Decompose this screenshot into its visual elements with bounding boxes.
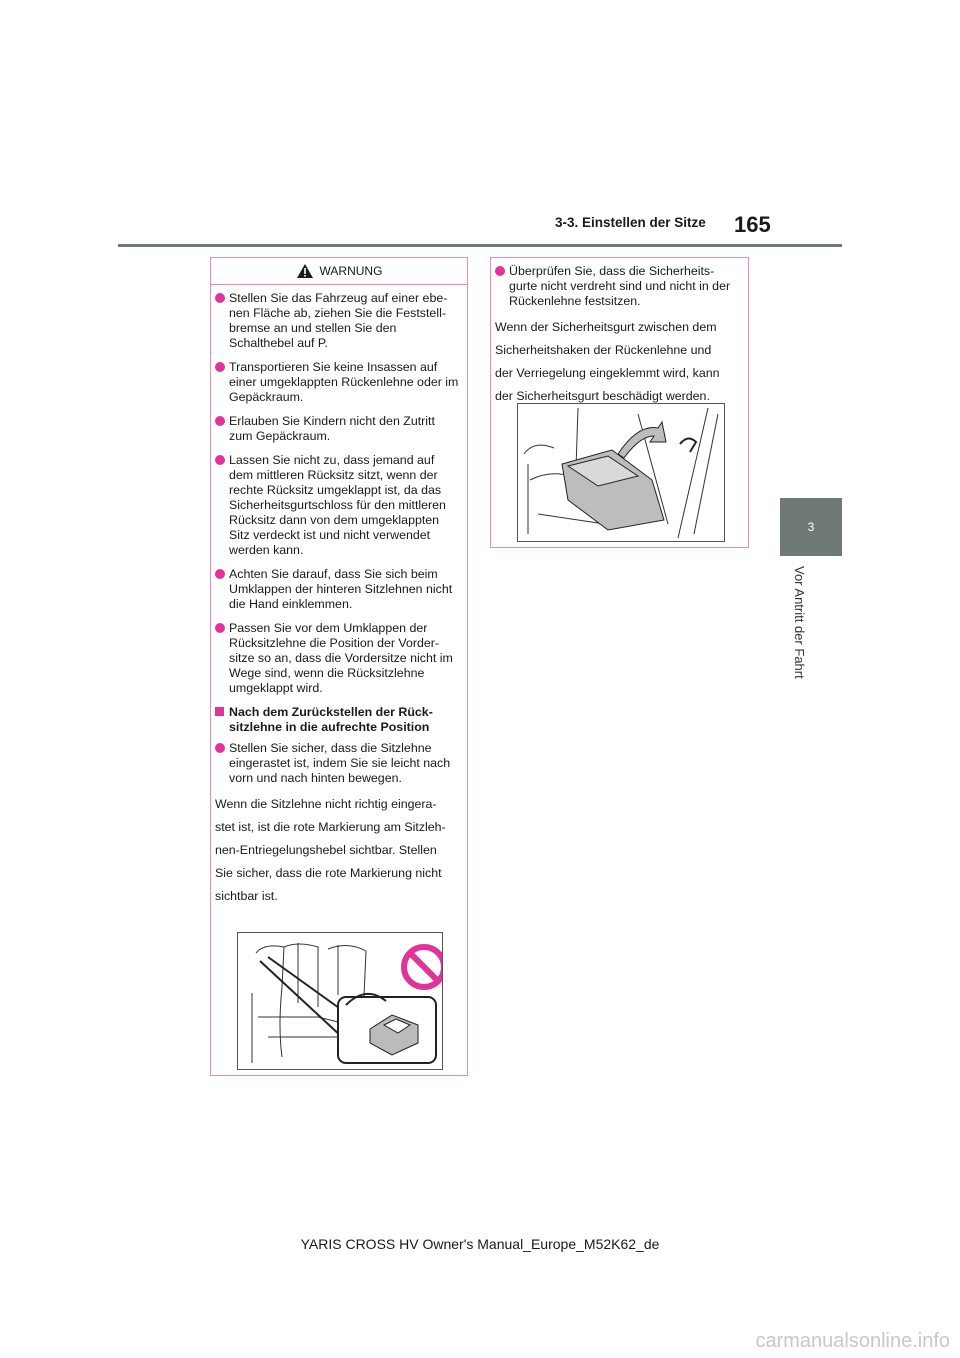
paragraph-line: sichtbar ist.	[215, 889, 278, 903]
warning-header	[211, 258, 467, 285]
seatback-fold-drawing	[518, 404, 724, 541]
bullet-icon	[215, 293, 225, 303]
paragraph-line: der Verriegelung eingeklemmt wird, kann	[495, 366, 720, 380]
warning-bullet: Transportieren Sie keine Insassen auf einer umgeklappten Rückenlehne oder im Gepäckraum.	[215, 360, 461, 405]
warning-sub-bullet: Stellen Sie sicher, dass die Sitzlehne eingerastet ist, indem Sie sie leicht nach vorn und nach hinten bewegen.	[215, 741, 461, 786]
header-rule	[118, 244, 842, 247]
footer-text: YARIS CROSS HV Owner's Manual_Europe_M52K62_de	[300, 1236, 660, 1252]
chapter-label: Vor Antritt der Fahrt	[792, 566, 807, 679]
bullet-icon	[495, 266, 505, 276]
seat-lever-illustration	[237, 932, 443, 1070]
paragraph-line: der Sicherheitsgurt beschädigt werden.	[495, 389, 710, 403]
warning-bullet: Passen Sie vor dem Umklappen der Rücksitzlehne die Position der Vorder-sitze so an, dass die Vordersitze nicht im Wege sind, wenn die Rücksitzlehne umgeklappt wird.	[215, 621, 461, 696]
right-info-box	[490, 257, 749, 548]
page-number: 165	[734, 212, 771, 237]
rear-seat-lever-drawing	[238, 933, 442, 1069]
warning-subheading: Nach dem Zurückstellen der Rück-sitzlehne in die aufrechte Position	[215, 705, 461, 735]
paragraph-line: Wenn der Sicherheitsgurt zwischen dem	[495, 320, 717, 334]
chapter-tab[interactable]	[780, 498, 842, 556]
warning-title: WARNUNG	[319, 264, 383, 278]
seatbelt-illustration	[517, 403, 725, 542]
warning-bullet: Stellen Sie das Fahrzeug auf einer ebe-nen Fläche ab, ziehen Sie die Feststell-bremse an und stellen Sie den Schalthebel auf P.	[215, 291, 461, 351]
bullet-icon	[215, 455, 225, 465]
paragraph-line: nen-Entriegelungshebel sichtbar. Stellen	[215, 843, 437, 857]
paragraph-line: Sie sicher, dass die rote Markierung nicht	[215, 866, 442, 880]
warning-bullet: Achten Sie darauf, dass Sie sich beim Umklappen der hinteren Sitzlehnen nicht die Hand einklemmen.	[215, 567, 461, 612]
info-bullet: Überprüfen Sie, dass die Sicherheits-gurte nicht verdreht sind und nicht in der Rückenlehne festsitzen.	[495, 264, 742, 309]
paragraph-line: stet ist, ist die rote Markierung am Sitzleh-	[215, 820, 446, 834]
warning-box	[210, 257, 468, 1076]
section-title: 3-3. Einstellen der Sitze	[555, 215, 706, 230]
paragraph-line: Wenn die Sitzlehne nicht richtig eingera-	[215, 797, 437, 811]
chapter-number: 3	[807, 520, 815, 534]
bullet-icon	[215, 743, 225, 753]
watermark-text: carmanualsonline.info	[755, 1330, 950, 1352]
warning-triangle-icon	[296, 263, 314, 279]
warning-bullet: Erlauben Sie Kindern nicht den Zutritt zum Gepäckraum.	[215, 414, 461, 444]
square-bullet-icon	[215, 707, 224, 716]
bullet-icon	[215, 623, 225, 633]
bullet-icon	[215, 416, 225, 426]
bullet-icon	[215, 569, 225, 579]
paragraph-line: Sicherheitshaken der Rückenlehne und	[495, 343, 712, 357]
bullet-icon	[215, 362, 225, 372]
warning-bullet: Lassen Sie nicht zu, dass jemand auf dem mittleren Rücksitz sitzt, wenn der rechte Rücksitz umgeklappt ist, da das Sicherheitsgurtschloss für den mittleren Rücksitz dann von dem umgeklappten Sitz verdeckt ist und nicht verwendet werden kann.	[215, 453, 461, 558]
